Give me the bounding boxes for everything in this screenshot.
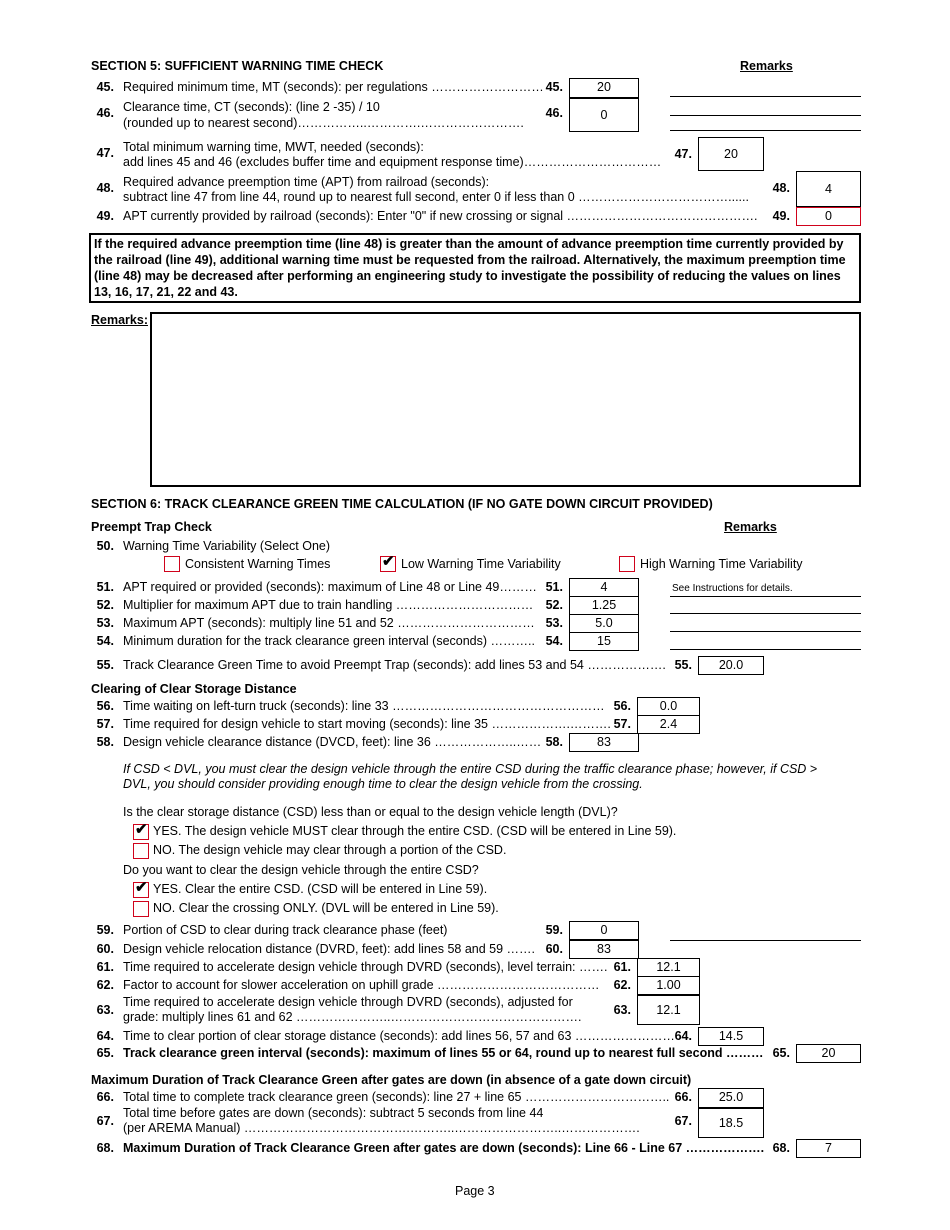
see-instructions: See Instructions for details. (672, 583, 793, 594)
line-49-ref: 49. (772, 209, 790, 223)
q1-yes-label: YES. The design vehicle MUST clear through the entire CSD. (CSD will be entered in Line 59). (153, 824, 677, 838)
line-47-ref: 47. (674, 147, 692, 161)
line-50-number: 50. (96, 539, 114, 553)
line-60-ref: 60. (545, 942, 563, 956)
preempt-trap-heading: Preempt Trap Check (91, 520, 212, 534)
remarks-line[interactable] (670, 130, 861, 131)
line-49-value[interactable]: 0 (796, 207, 861, 226)
line-54-ref: 54. (545, 634, 563, 648)
line-62-ref: 62. (613, 978, 631, 992)
line-67-number: 67. (96, 1114, 114, 1128)
low-variability-checkbox[interactable] (380, 553, 396, 572)
line-68-number: 68. (96, 1141, 114, 1155)
remarks-line[interactable] (670, 596, 861, 597)
line-54-label: Minimum duration for the track clearance green interval (seconds) ……….. (123, 634, 535, 648)
line-62-value[interactable]: 1.00 (637, 976, 700, 995)
line-52-number: 52. (96, 598, 114, 612)
line-55-value[interactable]: 20.0 (698, 656, 764, 675)
line-58-label: Design vehicle clearance distance (DVCD, feet): line 36 ………………..…… (123, 735, 542, 749)
remarks-textarea[interactable] (150, 312, 861, 487)
line-48-number: 48. (96, 181, 114, 195)
line-48-label-1: Required advance preemption time (APT) from railroad (seconds): (123, 175, 490, 189)
remarks-line[interactable] (670, 940, 861, 941)
remarks-header-6: Remarks (724, 520, 777, 534)
line-66-label: Total time to complete track clearance green (seconds): line 27 + line 65 …………………………….. (123, 1090, 670, 1104)
line-59-label: Portion of CSD to clear during track clearance phase (feet) (123, 923, 448, 937)
line-56-value[interactable]: 0.0 (637, 697, 700, 716)
line-59-value[interactable]: 0 (569, 921, 639, 940)
line-66-ref: 66. (674, 1090, 692, 1104)
line-67-value[interactable]: 18.5 (698, 1108, 764, 1138)
page-number: Page 3 (455, 1184, 495, 1198)
q1-no-checkbox[interactable] (133, 843, 149, 859)
line-58-value[interactable]: 83 (569, 733, 639, 752)
q2-yes-checkbox[interactable] (133, 879, 149, 898)
line-67-label-1: Total time before gates are down (seconds): subtract 5 seconds from line 44 (123, 1106, 544, 1120)
line-51-label: APT required or provided (seconds): maximum of Line 48 or Line 49……… (123, 580, 537, 594)
line-67-ref: 67. (674, 1114, 692, 1128)
line-46-label-1: Clearance time, CT (seconds): (line 2 -35) / 10 (123, 100, 380, 114)
q1-no-label: NO. The design vehicle may clear through a portion of the CSD. (153, 843, 507, 857)
line-57-value[interactable]: 2.4 (637, 715, 700, 734)
q1-yes-checkbox[interactable] (133, 821, 149, 840)
line-64-ref: 64. (674, 1029, 692, 1043)
line-57-label: Time required for design vehicle to start moving (seconds): line 35 ……………….………. (123, 717, 611, 731)
check-icon: ✔ (382, 553, 395, 570)
line-45-value[interactable]: 20 (569, 78, 639, 98)
line-55-ref: 55. (674, 658, 692, 672)
line-46-ref: 46. (545, 106, 563, 120)
line-63-number: 63. (96, 1003, 114, 1017)
line-51-value[interactable]: 4 (569, 578, 639, 597)
line-58-number: 58. (96, 735, 114, 749)
line-47-value[interactable]: 20 (698, 137, 764, 171)
line-47-number: 47. (96, 146, 114, 160)
line-62-number: 62. (96, 978, 114, 992)
line-60-number: 60. (96, 942, 114, 956)
remarks-line[interactable] (670, 613, 861, 614)
max-duration-heading: Maximum Duration of Track Clearance Green after gates are down (in absence of a gate down circuit) (91, 1073, 692, 1087)
remarks-line[interactable] (670, 649, 861, 650)
high-variability-checkbox[interactable] (619, 556, 635, 572)
line-48-ref: 48. (772, 181, 790, 195)
remarks-line[interactable] (670, 631, 861, 632)
low-variability-label: Low Warning Time Variability (401, 557, 561, 571)
line-58-ref: 58. (545, 735, 563, 749)
line-66-value[interactable]: 25.0 (698, 1088, 764, 1108)
remarks-label: Remarks: (91, 313, 148, 327)
csd-heading: Clearing of Clear Storage Distance (91, 682, 297, 696)
section6-title: SECTION 6: TRACK CLEARANCE GREEN TIME CALCULATION (IF NO GATE DOWN CIRCUIT PROVIDED) (91, 497, 713, 511)
line-64-label: Time to clear portion of clear storage distance (seconds): add lines 56, 57 and 63 …………………… (123, 1029, 675, 1043)
line-56-number: 56. (96, 699, 114, 713)
consistent-warning-label: Consistent Warning Times (185, 557, 331, 571)
consistent-warning-checkbox[interactable] (164, 556, 180, 572)
line-46-value[interactable]: 0 (569, 98, 639, 132)
line-55-number: 55. (96, 658, 114, 672)
remarks-line[interactable] (670, 115, 861, 116)
high-variability-label: High Warning Time Variability (640, 557, 803, 571)
line-68-ref: 68. (772, 1141, 790, 1155)
line-66-number: 66. (96, 1090, 114, 1104)
line-53-ref: 53. (545, 616, 563, 630)
line-45-ref: 45. (545, 80, 563, 94)
line-47-label-2: add lines 45 and 46 (excludes buffer time and equipment response time)…………………………… (123, 155, 662, 169)
line-55-label: Track Clearance Green Time to avoid Preempt Trap (seconds): add lines 53 and 54 ………………. (123, 658, 666, 672)
line-53-number: 53. (96, 616, 114, 630)
section5-title: SECTION 5: SUFFICIENT WARNING TIME CHECK (91, 59, 384, 73)
line-59-number: 59. (96, 923, 114, 937)
preemption-note: If the required advance preemption time (line 48) is greater than the amount of advance preemption time currently provided by the railroad (line 49), additional warning time must be requested from the railroad. Alternatively, the maximum preemption time (line 48) may be decreased after performing an engineering study to investigate the possibility of reducing the values on lines 13, 16, 17, 21, 22 and 43. (89, 233, 861, 303)
line-52-value[interactable]: 1.25 (569, 596, 639, 615)
line-65-number: 65. (96, 1046, 114, 1060)
line-63-label-2: grade: multiply lines 61 and 62 …………………..………………………………………. (123, 1010, 582, 1024)
line-49-number: 49. (96, 209, 114, 223)
line-57-number: 57. (96, 717, 114, 731)
line-68-label: Maximum Duration of Track Clearance Green after gates are down (seconds): Line 66 - Line 67 ………………. (123, 1141, 765, 1155)
line-65-value[interactable]: 20 (796, 1044, 861, 1063)
remarks-line[interactable] (670, 96, 861, 97)
line-62-label: Factor to account for slower acceleration on uphill grade ………………………………… (123, 978, 600, 992)
csd-guidance-2: DVL, you should consider providing enough time to clear the design vehicle from the crossing. (123, 777, 643, 791)
line-49-label: APT currently provided by railroad (seconds): Enter "0" if new crossing or signal ………………………………………. (123, 209, 758, 223)
line-53-label: Maximum APT (seconds): multiply line 51 and 52 …………………………… (123, 616, 535, 630)
line-50-label: Warning Time Variability (Select One) (123, 539, 331, 553)
q2-no-label: NO. Clear the crossing ONLY. (DVL will be entered in Line 59). (153, 901, 499, 915)
line-61-number: 61. (96, 960, 114, 974)
line-64-value[interactable]: 14.5 (698, 1027, 764, 1046)
line-61-value[interactable]: 12.1 (637, 958, 700, 977)
line-67-label-2: (per AREMA Manual) ………………………………….………..……………………..………………. (123, 1121, 640, 1135)
line-53-value[interactable]: 5.0 (569, 614, 639, 633)
check-icon: ✔ (135, 879, 148, 896)
line-48-label-2: subtract line 47 from line 44, round up to nearest full second, enter 0 if less than 0 ………………………………...... (123, 190, 749, 204)
csd-question-2: Do you want to clear the design vehicle through the entire CSD? (123, 863, 479, 877)
line-64-number: 64. (96, 1029, 114, 1043)
line-63-ref: 63. (613, 1003, 631, 1017)
line-51-number: 51. (96, 580, 114, 594)
csd-guidance-1: If CSD < DVL, you must clear the design vehicle through the entire CSD during the traffic clearance phase; however, if CSD > (123, 762, 818, 776)
line-54-value[interactable]: 15 (569, 632, 639, 651)
remarks-header-5: Remarks (740, 59, 793, 73)
line-68-value[interactable]: 7 (796, 1139, 861, 1158)
line-61-ref: 61. (613, 960, 631, 974)
line-46-number: 46. (96, 106, 114, 120)
line-45-number: 45. (96, 80, 114, 94)
line-60-label: Design vehicle relocation distance (DVRD, feet): add lines 58 and 59 ……. (123, 942, 536, 956)
line-60-value[interactable]: 83 (569, 940, 639, 959)
line-51-ref: 51. (545, 580, 563, 594)
line-56-label: Time waiting on left-turn truck (seconds): line 33 …………………………………………… (123, 699, 605, 713)
q2-no-checkbox[interactable] (133, 901, 149, 917)
check-icon: ✔ (135, 821, 148, 838)
line-52-label: Multiplier for maximum APT due to train handling …………………………… (123, 598, 534, 612)
line-59-ref: 59. (545, 923, 563, 937)
line-61-label: Time required to accelerate design vehicle through DVRD (seconds), level terrain: ……. (123, 960, 608, 974)
line-63-label-1: Time required to accelerate design vehicle through DVRD (seconds), adjusted for (123, 995, 573, 1009)
line-54-number: 54. (96, 634, 114, 648)
line-52-ref: 52. (545, 598, 563, 612)
line-46-label-2: (rounded up to nearest second)……………..………….……………………. (123, 116, 524, 130)
line-57-ref: 57. (613, 717, 631, 731)
line-65-label: Track clearance green interval (seconds): maximum of lines 55 or 64, round up to nearest full second ……… (123, 1046, 764, 1060)
line-45-label: Required minimum time, MT (seconds): per regulations ……………………… (123, 80, 544, 94)
line-63-value[interactable]: 12.1 (637, 995, 700, 1025)
q2-yes-label: YES. Clear the entire CSD. (CSD will be entered in Line 59). (153, 882, 488, 896)
line-48-value[interactable]: 4 (796, 171, 861, 207)
line-47-label-1: Total minimum warning time, MWT, needed (seconds): (123, 140, 424, 154)
line-56-ref: 56. (613, 699, 631, 713)
line-65-ref: 65. (772, 1046, 790, 1060)
csd-question-1: Is the clear storage distance (CSD) less than or equal to the design vehicle length (DVL)? (123, 805, 618, 819)
